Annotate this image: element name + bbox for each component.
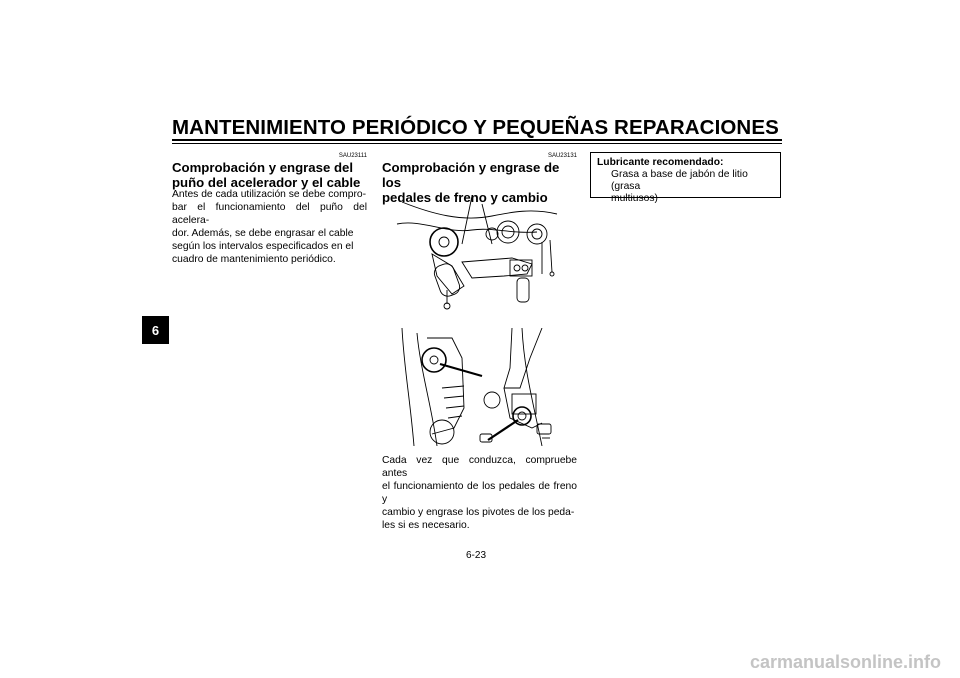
page-number: 6-23 [466,550,487,561]
section-heading [172,160,372,190]
shift-pedal-illustration [392,328,560,446]
note-body-line: Grasa a base de jabón de litio (grasa [611,169,748,192]
heading-line: puño del acelerador y el cable [172,175,361,190]
section-body [172,188,367,266]
body-line: dor. Además, se debe engrasar el cable [172,228,354,239]
heading-line: Comprobación y engrase del [172,160,354,175]
recommended-lubricant-note [590,152,781,204]
heading-line: Comprobación y engrase de los [382,160,560,190]
body-line: les si es necesario. [382,520,470,531]
brake-pedal-illustration [392,194,560,314]
page-title: MANTENIMIENTO PERIÓDICO Y PEQUEÑAS REPARACIONES [172,116,779,139]
body-line: Antes de cada utilización se debe compro- [172,189,367,200]
heading-line: pedales de freno y cambio [382,190,548,205]
chapter-tab: 6 [142,316,169,344]
body-line: según los intervalos especificados en el [172,241,354,252]
section-code: SAU23131 [547,153,577,159]
title-rule-thin [172,143,782,144]
note-title: Lubricante recomendado: [597,157,724,168]
body-line: Cada vez que conduzca, compruebe antes [382,455,577,479]
watermark: carmanualsonline.info [750,652,942,672]
section-code: SAU23111 [338,153,367,159]
body-line: bar el funcionamiento del puño del acelera- [172,202,367,226]
note-body-line: multiusos) [611,193,658,204]
section-body [382,454,577,532]
body-line: cambio y engrase los pivotes de los peda- [382,507,575,518]
body-line: cuadro de mantenimiento periódico. [172,254,336,265]
body-line: el funcionamiento de los pedales de freno y [382,481,577,505]
title-rule-thick [172,139,782,141]
